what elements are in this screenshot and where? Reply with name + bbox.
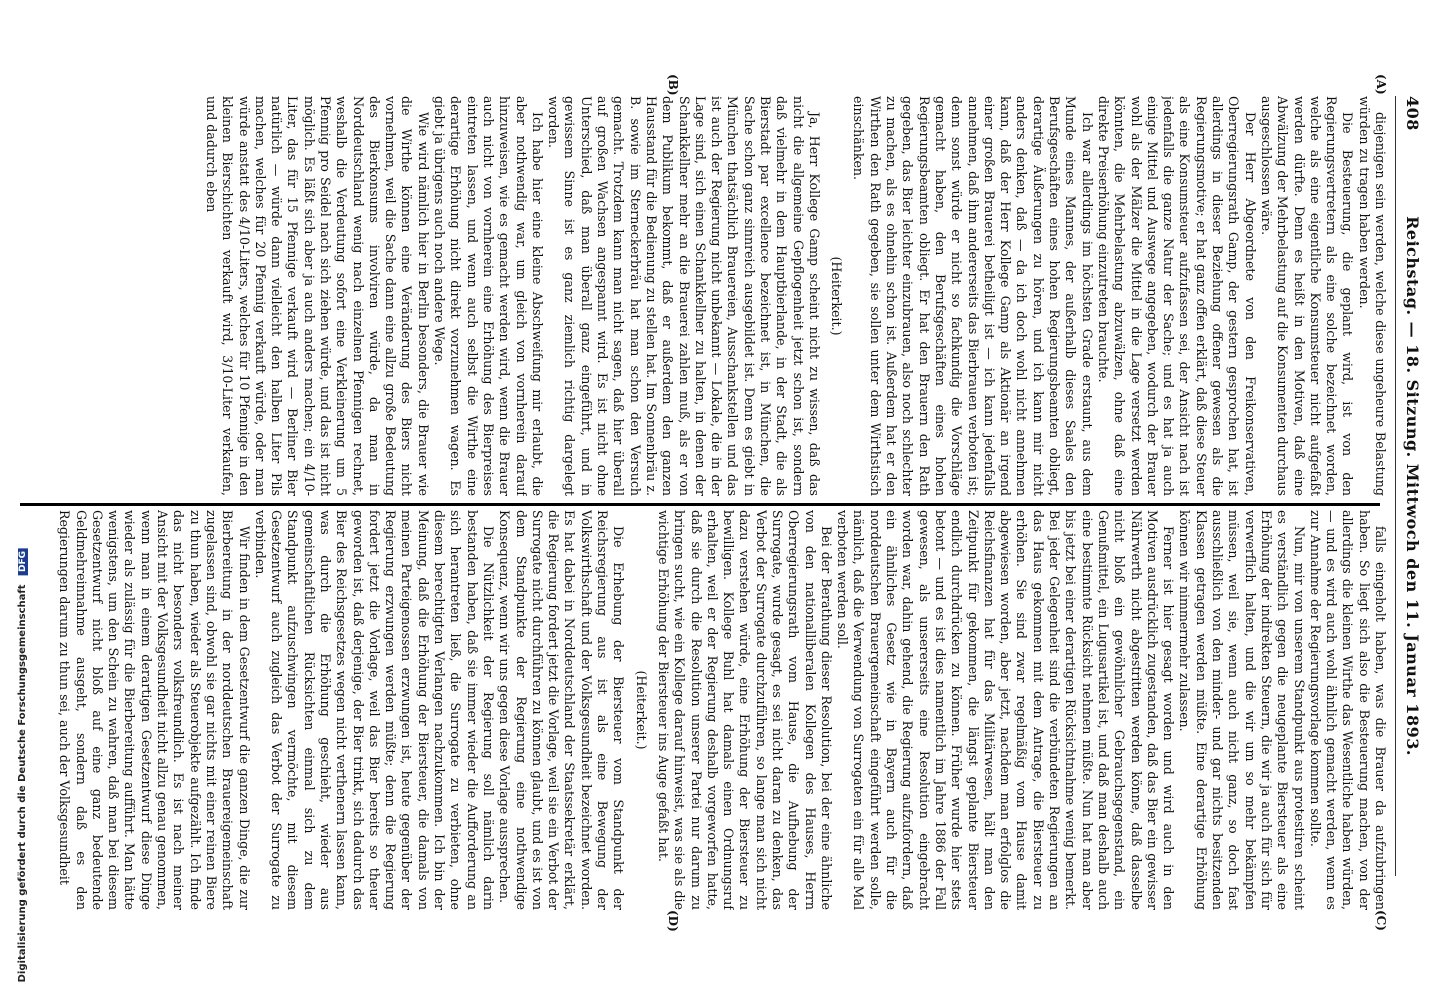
funding-notice: [17, 548, 28, 982]
paragraph: falls eingeholt haben, was die Brauer da aufzubringen haben. So liegt sich also die Besteuerung machen, von der allerdings die kleinen Wirthe das Wesentliche haben würden, — und es wird auch wohl ähnlich gemacht werden, wenn es zur Annahme der Regierungsvorlage kommen sollte.: [1307, 510, 1388, 910]
margin-marker-a: (A): [1374, 74, 1388, 95]
paragraph: Die Erhebung der Biersteuer vom Standpunkt der Reichsregierung aus ist als eine Bewegung der Volkswirthschaft und der Volksgesundheit bezeichnet worden. Es hat dabei in Norddeutschland der Staatssekretär erklärt, die Regierung fordert jetzt die Vorlage, weil sie ein Verbot der Surrogate nicht durchführen zu können glaubt, und es ist von dem Standpunkte der Regierung eine nothwendige Konsequenz, wenn wir uns gegen diese Vorlage aussprechen.: [497, 510, 627, 910]
margin-marker-d: (D): [666, 910, 680, 932]
interjection-heading: (Heiterkeit.): [633, 670, 649, 750]
page-header: [1400, 96, 1424, 876]
interjection-heading: (Heiterkeit.): [829, 256, 845, 336]
paragraph: Wir finden in dem Gesetzentwurf die ganzen Dinge, die zur Bierbereitung in der norddeutschen Brauereigemeinschaft zugelassen sind, obwohl sie gar nichts mit einer reinen Biere zu thun haben, wieder als Steuerobjekte aufgezählt. Ich finde das nicht besonders volksfreundlich. Es ist nach meiner Ansicht mit der Volksgesundheit nicht allzu genau genommen, wenn man in einem derartigen Gesetzentwurf diese Dinge wieder als zulässig für die Bierbereitung aufführt. Man hätte wenigstens, um den Schein zu wahren, daß man bei diesem Gesetzentwurf nicht bloß auf eine ganz bedeutende Geldmehreinnahme ausgeht, sondern daß es den Regierungen darum zu thun sei, auch der Volksgesundheit: [57, 510, 252, 910]
paragraph: Die Nützlichkeit der Regierung soll nämlich darin bestanden haben, daß sie immer wieder die Aufforderung an sich herantreten ließ, die Surrogate zu verbieten, ohne diesem berechtigten Verlangen nachzukommen. Ich bin der Meinung, daß die Erhöhung der Biersteuer, die damals von meinen Parteigenossen erzwungen ist, heute gegenüber der Regierung erzwungen werden müßte; denn die Regierung fordert jetzt die Vorlage, weil das Bier bereits so theuer geworden ist, daß derjenige, der Bier trinkt, sich dadurch das Bier des Reichsgesetzes wegen nicht verthenern lassen kann, was durch die Erhöhung geschieht, wieder aus gemeinschaftlichen Rücksichten einmal sich zu dem Standpunkt aufzuschwingen vermöchte, mit diesem Gesetzentwurf auch zugleich das Verbot der Surrogate zu verbinden.: [252, 510, 496, 910]
paragraph: Ferner ist hier gesagt worden und wird auch in den Motiven ausdrücklich zugestanden, daß das Bier ein gewisser Nährwerth nicht abgestritten werden könne, daß dasselbe nicht bloß ein gewöhnlicher Gebrauchsgegenstand, ein Genußmittel, ein Lugusartikel ist, und daß man deshalb auch eine bestimmte Rücksicht nehmen müßte. Nun hat man aber bis jetzt bei einer derartigen Rücksichtnahme wenig bemerkt. Bei jeder Gelegenheit sind die verbündeten Regierungen an das Haus gekommen mit dem Antrage, die Biersteuer zu erhöhen. Sie sind zwar regelmäßig vom Hause damit abgewiesen worden, aber jetzt, nachdem man erfolglos die Reichsfinanzen hat für das Militärwesen, hält man den Zeitpunkt für gekommen, die längst geplante Biersteuer endlich durchdrücken zu können. Früher wurde hier stets betont — und es ist dies namentlich im Jahre 1886 der Fall gewesen, als unsererseits eine Resolution eingebracht worden war, dahin gehend, die Regierung aufzufordern, daß ein ähnliches Gesetz wie in Bayern auch für die norddeutschen Brauergemeinschaft eingeführt werden solle, nämlich, daß die Verwendung von Surrogaten ein für alle Mal verboten werden soll.: [835, 510, 1177, 910]
margin-marker-b: (B): [666, 74, 680, 96]
paragraph: Die Besteuerung, die geplant wird, ist von den Regierungsvertretern als eine solche bezeichnet worden, welche als eine eigentliche Konsumsteuer nicht aufgefaßt werden dürfte. Denn es heißt in den Motiven, daß eine Abwälzung der Mehrbelastung auf die Konsumenten durchaus ausgeschlossen wäre.: [1258, 96, 1356, 496]
page-number: 408: [1403, 96, 1422, 131]
paragraph: Nun, mir von unserem Standpunkt aus protestiren scheint es verständlich gegen die neugeplante Biersteuer als eine Erhöhung der indirekten Steuern, die wir ja auch für sich für verwerflich halten, und die wir um so mehr bekämpfen müssen, weil sie, wenn auch nicht ganz, so doch fast ausschließlich von den minder- und gar nichts besitzenden Klassen getragen werden müßte. Eine derartige Erhöhung können wir nimmermehr zulassen.: [1177, 510, 1307, 910]
column-divider: [20, 503, 1380, 506]
funding-strip: [2, 0, 32, 1000]
paragraph: diejenigen sein werden, welche diese ungeheure Belastung würden zu tragen haben werden.: [1356, 96, 1388, 496]
paragraph: Ich war allerdings im höchsten Grade erstaunt, aus dem Munde eines Mannes, der außerhalb dieses Saales den Berufsgeschäften eines hohen Regierungsbeamten obliegt, derartige Äußerungen zu hören, und ich kann mir nicht anders denken, daß — da ich doch wohl nicht annehmen kann, daß der Herr Kollege Gamp als Aktionär an irgend einer großen Brauerei betheiligt ist — ich kann jedenfalls annehmen, daß ihm andererseits das Bierbrauen verboten ist; denn sonst würde er nicht so fachkundig die Vorschläge gemacht haben, den Berufsgeschäften eines hohen Regierungsbeamten obliegt. Er hat den Brauern den Rath gegeben, das Bier leichter einzubrauen, also noch schlechter zu machen, als es ohnehin schon ist. Außerdem hat er den Wirthen den Rath gegeben, sie sollen unter dem Wirthstisch einschänken.: [851, 96, 1095, 496]
paragraph: Ich habe hier eine kleine Abschweifung mir erlaubt, die aber nothwendig war, um gleich von vornherein darauf hinzuweisen, wie es gemacht werden wird, wenn die Brauer auch nicht von vornherein eine Erhöhung des Bierpreises eintreten lassen, und wenn auch selbst die Wirthe eine derartige Erhöhung nicht direkt vorzunehmen wagen. Es giebt ja übrigens auch noch andere Wege.: [432, 96, 545, 496]
dfg-logo: DFG: [18, 548, 28, 575]
paragraph: Wie wird nämlich hier in Berlin besonders, die Brauer wie die Wirthe können eine Veränderung des Biers nicht vornehmen, weil die Sache dann eine allzu große Bedeutung des Bierkonsums involviren würde, da man in Norddeutschland wenig nach einzelnen Pfennigen rechnet, weshalb die Verdeutung sofort eine Verkleinerung um 5 Pfennig pro Seidel nach sich ziehen würde, und das ist nicht möglich. Es läßt sich aber ja auch anders machen; ein 4/10-Liter, das für 15 Pfennige verkauft wird — Berliner Bier natürlich — würde dann vielleicht den halben Liter Pils machen, welches für 20 Pfennig verkauft würde, oder man würde anstatt des 4/10-Liters, welches für 10 Pfennige in den kleinen Bierschichten verkauft wird, 3/10-Liter verkaufen, und dadurch eben: [203, 96, 431, 496]
paragraph: Der Herr Abgeordnete von den Freikonservativen, Oberregierungsrath Gamp, der gestern gesprochen hat, ist allerdings in dieser Beziehung offener gewesen als die Regierungsmotive; er hat ganz offen erklärt, daß diese Steuer als eine Konsumsteuer aufzufassen sei, der Ansicht nach ist jedenfalls die ganze Natur der Sache; und es hat ja auch einige Mittel und Auswege angegeben, wodurch der Brauer wohl als der Mälzer die Mittel in die Lage versetzt werden könnten, die Mehrbelastung abzuwälzen, ohne daß eine direkte Preiserhöhung einzutreten brauchte.: [1095, 96, 1258, 496]
page-title: Reichstag. — 18. Sitzung. Mittwoch den 11. Januar 1893.: [1403, 216, 1422, 756]
funding-text: Digitalisierung gefördert durch die Deutsche Forschungsgemeinschaft: [17, 584, 28, 982]
header-rule: [1395, 96, 1396, 876]
paragraph: Ja, Herr Kollege Gamp scheint nicht zu wissen, daß das nicht die allgemeine Gepflogenheit jetzt schon ist, sondern daß vielmehr in dem Hauptbierlande, in der Stadt, die als Bierstadt par excellence bezeichnet ist, in München, die Sache schon ganz sinnreich ausgebildet ist. Denn es giebt in München thatsächlich Brauereien, Ausschankstellen und das ist auch der Regierung nicht unbekannt — Lokale, die in der Lage sind, sich einen Schankkellner zu halten, in denen der Schankkellner mehr an die Brauerei zahlen muß, als er von dem Publikum bekommt, daß er außerdem den ganzen Hausstand für die Bedienung zu stellen hat. Im Sonnenbräu z. B. sowie im Sterneckerbräu hat man schon den Versuch gemacht. Trotzdem kann man nicht sagen, daß hier überall auf großen Wachsen angespannt wird. Es ist nicht ohne Unterschied, daß man überall ganz eingeführt, und in gewissem Sinne ist es ganz ziemlich richtig dargelegt worden.: [546, 96, 822, 496]
margin-marker-c: (C): [1374, 910, 1388, 931]
left-column: [8, 96, 1388, 496]
paragraph: Bei der Berathung dieser Resolution, bei der eine ähnliche von den nationalliberalen Kollegen des Hauses, Herrn Oberregierungsrath vom Hause, die Aufhebung der Surrogate, wurde gesagt, es sei nicht daran zu denken, das Verbot der Surrogate durchzuführen, so lange man sich nicht dazu verstehen würde, eine Erhöhung der Biersteuer zu bewilligen. Kollege Buhl hat damals einen Ordnungsruf erhalten, weil er der Regierung deshalb vorgeworfen hatte, daß sie durch die Resolution unserer Partei nur darum zu bringen sucht, wie ein Kollege darauf hinweist, was sie als die wichtige Erhöhung der Biersteuer ins Auge gefaßt hat.: [655, 510, 834, 910]
right-column: [8, 510, 1388, 910]
